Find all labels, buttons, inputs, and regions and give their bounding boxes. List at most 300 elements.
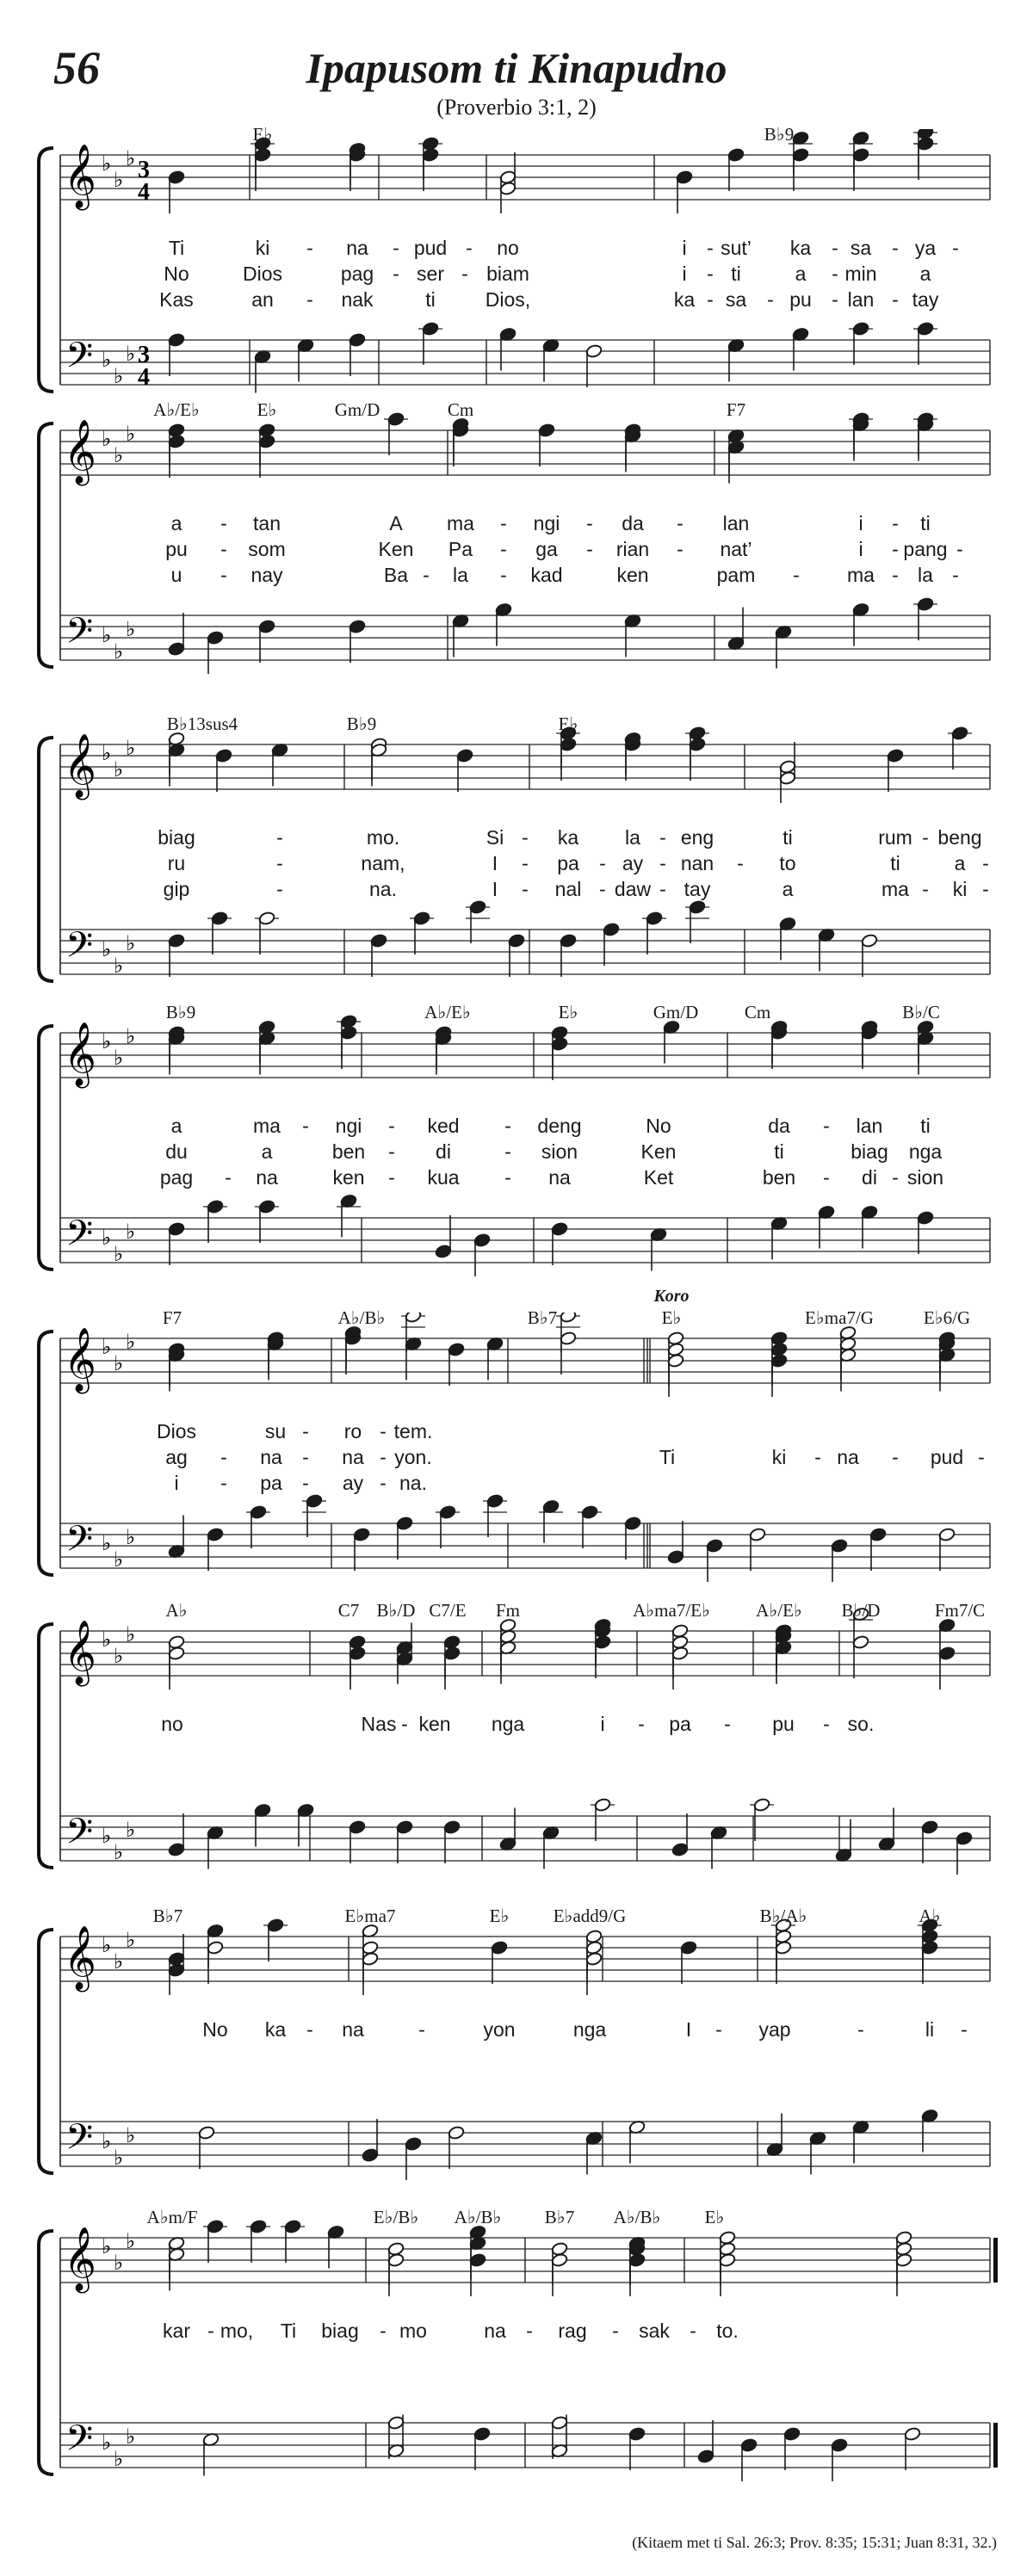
music-system	[0, 1906, 1033, 2186]
chord-symbol: A♭/E♭	[424, 1002, 471, 1022]
note	[168, 1962, 185, 1977]
lyric-syllable: sion	[906, 1166, 944, 1189]
lyric-syllable: la	[453, 564, 468, 586]
lyric-syllable: -	[922, 878, 929, 900]
note	[207, 1527, 224, 1541]
flat-icon: ♭	[102, 1533, 112, 1555]
lyric-syllable: -	[793, 564, 800, 586]
note	[706, 1538, 723, 1553]
lyric-line	[0, 1713, 1033, 1742]
lyric-syllable: -	[380, 1446, 387, 1468]
flat-icon: ♭	[126, 2426, 136, 2449]
flat-icon: ♭	[126, 1331, 136, 1354]
note	[594, 1797, 611, 1812]
treble-clef-icon: 𝄞	[64, 145, 96, 208]
lyric-syllable: -	[724, 1713, 731, 1735]
chord-symbol: A♭ma7/E♭	[633, 1600, 710, 1621]
note	[831, 1538, 848, 1553]
lyric-syllable: kar	[163, 2320, 190, 2342]
lyric-syllable: -	[922, 826, 929, 849]
treble-clef-icon: 𝄞	[64, 1022, 96, 1086]
bass-clef-icon: 𝄢	[65, 335, 94, 385]
lyric-syllable: -	[832, 288, 838, 311]
flat-icon: ♭	[126, 1930, 136, 1952]
lyric-syllable: -	[677, 512, 684, 534]
chord-symbol: B♭7	[527, 1307, 558, 1328]
lyric-syllable: na	[484, 2320, 506, 2342]
lyric-syllable: -	[659, 826, 666, 849]
lyric-syllable: pu	[789, 288, 812, 311]
lyric-syllable: di	[436, 1140, 451, 1163]
flat-icon: ♭	[126, 2125, 136, 2147]
lyric-syllable: -	[380, 1472, 387, 1494]
flat-icon: ♭	[114, 759, 124, 781]
section-marker: Koro	[653, 1287, 690, 1306]
chord-symbol: Cm	[744, 1002, 771, 1022]
chord-symbol: Cm	[447, 399, 474, 420]
lyric-syllable: -	[522, 878, 529, 900]
lyric-syllable: ken	[418, 1713, 451, 1735]
lyric-syllable: rum	[878, 826, 912, 849]
note	[951, 726, 968, 740]
lyric-syllable: no	[497, 237, 519, 259]
lyric-syllable: ngi	[335, 1115, 362, 1137]
lyric-syllable: Dios	[156, 1420, 197, 1442]
lyric-syllable: i	[858, 538, 863, 560]
chord-symbol: E♭/B♭	[373, 2207, 419, 2227]
lyric-syllable: a	[954, 852, 966, 874]
lyric-syllable: da	[768, 1115, 790, 1137]
lyric-syllable: -	[466, 237, 473, 259]
lyric-syllable: ked	[427, 1115, 460, 1137]
lyric-syllable: ma	[253, 1115, 281, 1137]
lyric-syllable: -	[306, 2018, 313, 2041]
lyric-syllable: -	[599, 852, 606, 874]
lyric-syllable: -	[522, 826, 529, 849]
lyric-syllable: ti	[774, 1140, 784, 1163]
time-signature: 3	[138, 342, 150, 368]
note	[852, 1634, 869, 1649]
lyric-syllable: -	[715, 2018, 722, 2041]
lyric-syllable: su	[264, 1420, 287, 1442]
lyric-syllable: -	[982, 852, 989, 874]
lyric-syllable: i	[174, 1472, 179, 1494]
flat-icon: ♭	[126, 2231, 136, 2253]
lyric-syllable: mo.	[366, 826, 400, 849]
lyric-syllable: pag	[340, 263, 374, 285]
lyric-syllable: -	[306, 237, 313, 259]
note	[783, 2426, 801, 2441]
lyric-syllable: daw	[614, 878, 652, 900]
hymn-number: 56	[53, 42, 100, 94]
lyric-syllable: ben	[331, 1140, 366, 1163]
chord-symbol: A♭/B♭	[454, 2207, 502, 2227]
flat-icon: ♭	[114, 170, 124, 192]
lyric-syllable: biam	[486, 263, 529, 285]
note	[211, 911, 228, 925]
chord-symbol: E♭	[558, 713, 578, 734]
note	[349, 1819, 366, 1834]
note	[258, 434, 275, 448]
note	[284, 2219, 301, 2233]
lyric-syllable: -	[956, 538, 963, 560]
note	[671, 1842, 689, 1856]
note	[267, 1918, 284, 1932]
lyric-syllable: ken	[616, 564, 649, 586]
note	[594, 1634, 611, 1649]
note	[469, 2252, 486, 2267]
chord-symbol: B♭/A♭	[759, 1906, 807, 1926]
flat-icon: ♭	[102, 1031, 112, 1053]
note	[508, 933, 525, 948]
lyric-syllable: ngi	[533, 512, 560, 534]
lyric-syllable: nga	[491, 1713, 525, 1735]
note	[168, 332, 185, 347]
note	[646, 911, 663, 925]
music-system	[0, 1600, 1033, 1881]
bass-clef-icon: 𝄢	[65, 2116, 94, 2166]
note	[439, 1504, 456, 1519]
lyric-syllable: ga	[535, 538, 558, 560]
lyric-line	[0, 2320, 1033, 2349]
lyric-syllable: ti	[731, 263, 741, 285]
lyric-syllable: ki	[771, 1446, 787, 1468]
lyric-line	[0, 1166, 1033, 1195]
bass-clef-icon: 𝄢	[65, 1811, 94, 1861]
staff-graphic	[0, 1911, 1033, 2186]
lyric-syllable: No	[164, 263, 189, 285]
note	[551, 2415, 568, 2430]
flat-icon: ♭	[102, 2236, 112, 2258]
lyric-syllable: sa	[850, 237, 872, 259]
lyric-syllable: na	[342, 2018, 364, 2041]
note	[603, 922, 620, 936]
note	[443, 1819, 461, 1834]
lyric-syllable: -	[276, 826, 283, 849]
lyric-syllable: Ba	[383, 564, 409, 586]
note	[168, 434, 185, 448]
lyric-syllable: som	[248, 538, 286, 560]
lyric-syllable: -	[500, 564, 507, 586]
hymn-title: Ipapusom ti Kinapudno	[306, 44, 727, 92]
lyric-syllable: -	[832, 263, 838, 285]
music-system	[0, 713, 1033, 994]
lyric-syllable: beng	[937, 826, 982, 849]
lyric-line	[0, 263, 1033, 292]
flat-icon: ♭	[102, 2432, 112, 2455]
lyric-syllable: sion	[541, 1140, 578, 1163]
chord-symbol: E♭	[489, 1906, 510, 1926]
note	[413, 911, 430, 925]
note	[671, 1646, 689, 1660]
flat-icon: ♭	[102, 1825, 112, 1848]
staff-graphic	[0, 1605, 1033, 1881]
bass-clef-icon: 𝄢	[65, 610, 94, 660]
lyric-syllable: I	[492, 852, 498, 874]
lyric-syllable: Ti	[168, 237, 185, 259]
lyric-syllable: li	[925, 2018, 935, 2041]
lyric-syllable: nan	[680, 852, 714, 874]
lyric-syllable: i	[600, 1713, 605, 1735]
note	[895, 2252, 912, 2267]
lyric-syllable: Nas	[361, 1713, 397, 1735]
note	[387, 411, 405, 426]
lyric-syllable: rag	[558, 2320, 587, 2342]
lyric-syllable: -	[504, 1115, 511, 1137]
note	[792, 147, 809, 162]
flat-icon: ♭	[126, 343, 136, 366]
lyric-syllable: lan	[722, 512, 750, 534]
note	[740, 2437, 758, 2452]
note	[560, 1313, 577, 1324]
lyric-syllable: ka	[557, 826, 579, 849]
lyric-syllable: na	[548, 1166, 571, 1189]
lyric-syllable: la	[625, 826, 640, 849]
lyric-syllable: -	[952, 564, 959, 586]
lyric-syllable: sa	[725, 288, 747, 311]
note	[387, 2415, 405, 2430]
flat-icon: ♭	[126, 1026, 136, 1048]
lyric-syllable: to	[779, 852, 796, 874]
lyric-syllable: -	[401, 1713, 408, 1735]
chord-symbol: Fm7/C	[934, 1600, 986, 1621]
lyric-syllable: -	[302, 1446, 309, 1468]
lyric-syllable: -	[707, 288, 714, 311]
lyric-syllable: rian	[615, 538, 650, 560]
lyric-syllable: -	[388, 1166, 395, 1189]
note	[551, 1036, 568, 1051]
lyric-syllable: ka	[264, 2018, 287, 2041]
lyric-syllable: -	[461, 263, 468, 285]
scripture-reference: (Kitaem met ti Sal. 26:3; Prov. 8:35; 15:31; Juan 8:31, 32.)	[632, 2534, 997, 2551]
chord-symbol: B♭9	[764, 124, 795, 145]
flat-icon: ♭	[114, 955, 124, 978]
lyric-syllable: Dios	[242, 263, 283, 285]
lyric-syllable: -	[500, 512, 507, 534]
lyric-syllable: yon.	[394, 1446, 432, 1468]
time-signature: 3	[138, 157, 150, 183]
lyric-syllable: pud	[413, 237, 448, 259]
note	[779, 770, 796, 785]
lyric-syllable: kad	[530, 564, 563, 586]
lyric-syllable: -	[388, 1115, 395, 1137]
note	[422, 147, 439, 162]
lyric-syllable: pang	[903, 538, 948, 560]
chord-symbol: B♭9	[346, 713, 377, 734]
lyric-syllable: pa	[260, 1472, 282, 1494]
note	[422, 321, 439, 336]
flat-icon: ♭	[114, 641, 124, 664]
lyric-syllable: -	[767, 288, 774, 311]
note	[456, 748, 473, 763]
note	[168, 1221, 185, 1236]
lyric-syllable: -	[423, 564, 430, 586]
note	[215, 748, 232, 763]
music-system	[0, 1287, 1033, 1588]
lyric-syllable: -	[500, 538, 507, 560]
lyric-syllable: na	[346, 237, 368, 259]
lyric-line	[0, 1446, 1033, 1475]
flat-icon: ♭	[102, 743, 112, 765]
lyric-syllable: pu	[772, 1713, 795, 1735]
lyric-syllable: -	[586, 538, 593, 560]
lyric-syllable: -	[677, 538, 684, 560]
chord-symbol: A♭m/F	[146, 2207, 198, 2227]
lyric-syllable: -	[302, 1420, 309, 1442]
note	[624, 1516, 641, 1530]
lyric-syllable: Ken	[378, 538, 414, 560]
treble-clef-icon: 𝄞	[64, 1328, 96, 1392]
lyric-syllable: -	[220, 538, 227, 560]
flat-icon: ♭	[114, 1842, 124, 1864]
flat-icon: ♭	[126, 1221, 136, 1244]
lyric-syllable: ma	[447, 512, 474, 534]
lyric-syllable: -	[892, 1166, 899, 1189]
lyric-syllable: No	[202, 2018, 228, 2041]
lyric-syllable: na	[260, 1446, 282, 1468]
chord-symbol: A♭/B♭	[613, 2207, 661, 2227]
flat-icon: ♭	[126, 1624, 136, 1646]
flat-icon: ♭	[114, 1244, 124, 1266]
chord-symbol: A♭/E♭	[756, 1600, 802, 1621]
note	[491, 1940, 508, 1955]
note	[551, 2252, 568, 2267]
lyric-line	[0, 564, 1033, 593]
lyric-line	[0, 826, 1033, 856]
lyric-syllable: Ti	[659, 1446, 676, 1468]
note	[938, 1527, 956, 1541]
note	[207, 630, 224, 645]
note	[831, 2437, 848, 2452]
flat-icon: ♭	[102, 1935, 112, 1957]
note	[921, 1940, 938, 1955]
lyric-syllable: biag	[851, 1140, 888, 1163]
lyric-syllable: eng	[680, 826, 714, 849]
lyric-syllable: tem.	[393, 1420, 433, 1442]
lyric-syllable: sut’	[721, 237, 752, 259]
lyric-syllable: -	[306, 288, 313, 311]
note	[770, 1353, 788, 1368]
treble-clef-icon: 𝄞	[64, 1926, 96, 1990]
lyric-syllable: -	[659, 878, 666, 900]
treble-clef-icon: 𝄞	[64, 2227, 96, 2291]
lyric-syllable: -	[638, 1713, 645, 1735]
chord-symbol: A♭	[165, 1600, 188, 1621]
lyric-syllable: ti	[782, 826, 793, 849]
lyric-syllable: -	[690, 2320, 696, 2342]
flat-icon: ♭	[126, 619, 136, 641]
lyric-syllable: I	[492, 878, 498, 900]
lyric-syllable: nal	[554, 878, 582, 900]
lyric-syllable: -	[832, 237, 838, 259]
lyric-syllable: -	[526, 2320, 533, 2342]
flat-icon: ♭	[126, 738, 136, 760]
flat-icon: ♭	[114, 366, 124, 388]
lyric-syllable: so.	[847, 1713, 875, 1735]
lyric-syllable: -	[814, 1446, 821, 1468]
music-system	[0, 124, 1033, 405]
note	[749, 1527, 766, 1541]
lyric-syllable: a	[170, 512, 182, 534]
lyric-syllable: -	[380, 1420, 387, 1442]
lyric-syllable: ti	[890, 852, 900, 874]
chord-symbol: Gm/D	[334, 399, 380, 420]
lyric-syllable: -	[393, 263, 399, 285]
note	[680, 1940, 697, 1955]
lyric-syllable: nak	[341, 288, 374, 311]
note	[405, 1313, 422, 1324]
lyric-syllable: ki	[952, 878, 968, 900]
lyric-syllable: ka	[789, 237, 812, 259]
lyric-syllable: -	[857, 2018, 864, 2041]
lyric-syllable: -	[220, 512, 227, 534]
lyric-syllable: ka	[673, 288, 696, 311]
staff-graphic	[0, 2212, 1033, 2487]
lyric-syllable: -	[659, 852, 666, 874]
note	[667, 1549, 684, 1564]
note	[254, 147, 271, 162]
flat-icon: ♭	[114, 1646, 124, 1668]
lyric-syllable: Pa	[448, 538, 473, 560]
bass-clef-icon: 𝄢	[65, 924, 94, 974]
lyric-syllable: Kas	[159, 288, 194, 311]
flat-icon: ♭	[102, 153, 112, 176]
lyric-syllable: nga	[572, 2018, 607, 2041]
lyric-syllable: -	[892, 1446, 899, 1468]
time-signature: 4	[138, 364, 150, 391]
note	[168, 1842, 185, 1856]
chord-symbol: B♭7	[152, 1906, 183, 1926]
lyric-line	[0, 852, 1033, 881]
lyric-syllable: tay	[684, 878, 711, 900]
lyric-syllable: tan	[253, 512, 281, 534]
lyric-syllable: na.	[369, 878, 397, 900]
note	[887, 748, 904, 763]
lyric-syllable: to.	[716, 2320, 739, 2342]
note	[168, 170, 185, 184]
lyric-syllable: ser	[417, 263, 444, 285]
flat-icon: ♭	[114, 1951, 124, 1974]
note	[396, 1516, 413, 1530]
lyric-syllable: mo,	[220, 2320, 254, 2342]
note	[551, 1221, 568, 1236]
flat-icon: ♭	[114, 1353, 124, 1375]
flat-icon: ♭	[102, 349, 112, 372]
treble-clef-icon: 𝄞	[64, 1621, 96, 1684]
lyric-syllable: -	[892, 237, 899, 259]
lyric-syllable: na	[837, 1446, 859, 1468]
chord-symbol: E♭	[661, 1307, 682, 1328]
flat-icon: ♭	[114, 2252, 124, 2275]
note	[956, 1831, 973, 1845]
lyric-syllable: -	[225, 1166, 232, 1189]
lyric-syllable: -	[952, 237, 959, 259]
lyric-syllable: Ket	[643, 1166, 674, 1189]
lyric-syllable: -	[982, 878, 989, 900]
lyric-syllable: -	[737, 852, 744, 874]
chord-symbol: C7	[337, 1600, 360, 1621]
lyric-line	[0, 1472, 1033, 1501]
lyric-syllable: -	[504, 1140, 511, 1163]
lyric-syllable: i	[682, 263, 687, 285]
lyric-syllable: A	[389, 512, 403, 534]
bass-clef-icon: 𝄢	[65, 1518, 94, 1568]
lyric-syllable: deng	[537, 1115, 582, 1137]
lyric-syllable: -	[220, 1472, 227, 1494]
note	[258, 911, 275, 925]
lyric-syllable: a	[261, 1140, 273, 1163]
note	[917, 136, 934, 151]
